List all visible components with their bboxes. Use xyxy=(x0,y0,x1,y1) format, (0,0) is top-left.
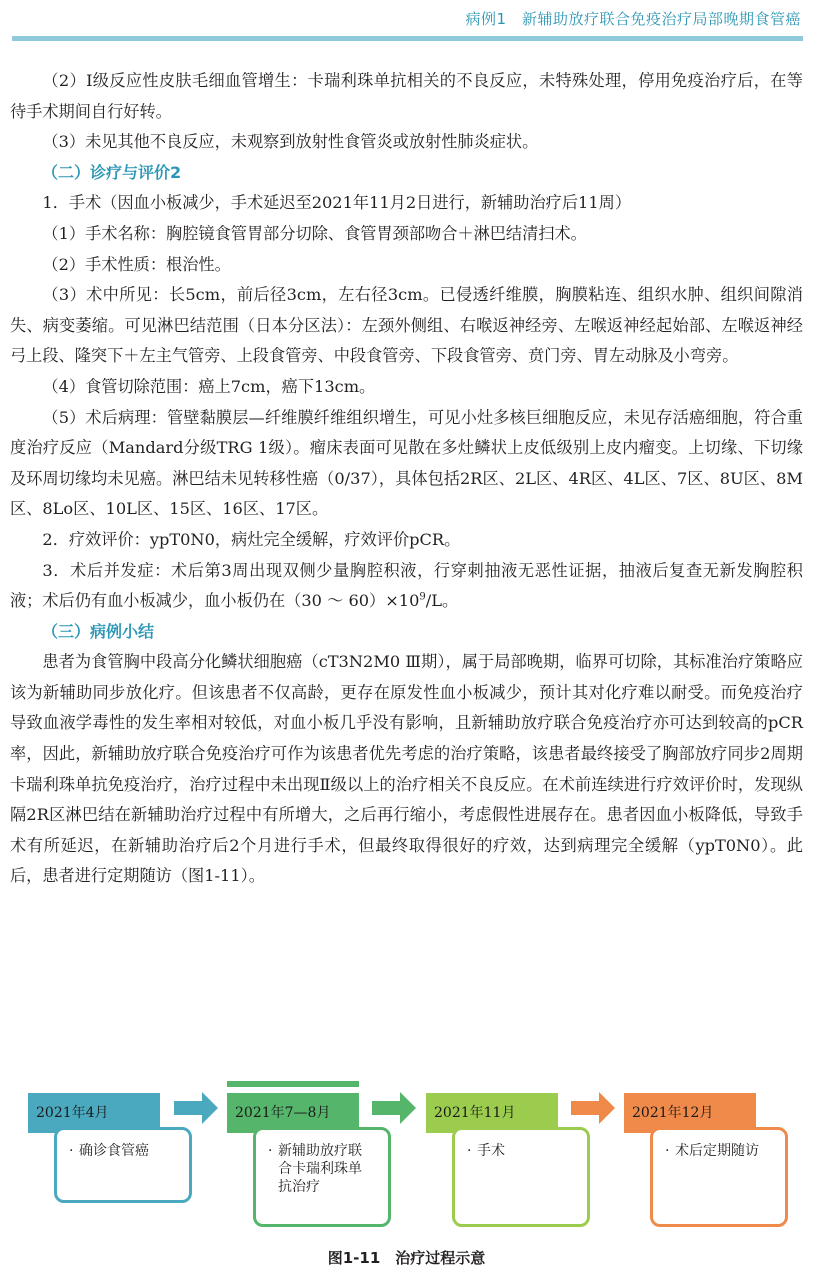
complications-text: 3．术后并发症：术后第3周出现双侧少量胸腔积液，行穿刺抽液无恶性证据，抽液后复查无新发胸腔积液；术后仍有血小板减少，血小板仍在（30 ～ 60）×10 xyxy=(10,560,803,611)
timeline-step-4-date: 2021年12月 xyxy=(624,1093,756,1133)
timeline-step-2-topbar xyxy=(227,1081,359,1087)
timeline-step-3-card xyxy=(452,1127,590,1227)
timeline-step-1-card xyxy=(54,1127,192,1203)
paragraph-surgery: 1．手术（因血小板减少，手术延迟至2021年11月2日进行，新辅助治疗后11周） xyxy=(42,193,632,213)
paragraph-adverse-2: （2）Ⅰ级反应性皮肤毛细血管增生：卡瑞利珠单抗相关的不良反应，未特殊处理，停用免疫治疗后，在等待手术期间自行好转。 xyxy=(10,71,803,121)
timeline-step-2-text: · 新辅助放疗联合卡瑞利珠单抗治疗 xyxy=(278,1142,374,1196)
paragraph-summary: 患者为食管胸中段高分化鳞状细胞癌（cT3N2M0 Ⅲ期），属于局部晚期，临界可切除，其标准治疗策略应该为新辅助同步放化疗。但该患者不仅高龄，更存在原发性血小板减少，预计其对化疗难以耐受。而免疫治疗导致血液学毒性的发生率相对较低，对血小板几乎没有影响，且新辅助放疗联合免疫治疗亦可达到较高的pCR率，因此，新辅助放疗联合免疫治疗可作为该患者优先考虑的治疗策略，该患者最终接受了胸部放疗同步2周期卡瑞利珠单抗免疫治疗，治疗过程中未出现Ⅱ级以上的治疗相关不良反应。在术前连续进行疗效评价时，发现纵隔2R区淋巴结在新辅助治疗过程中有所增大，之后再行缩小，考虑假性进展存在。患者因血小板降低，导致手术有所延迟，在新辅助治疗后2个月进行手术，但最终取得很好的疗效，达到病理完全缓解（ypT0N0）。此后，患者进行定期随访（图1-11）。 xyxy=(10,652,803,886)
paragraph-surgery-nature: （2）手术性质：根治性。 xyxy=(42,254,231,274)
body-text xyxy=(10,66,803,892)
complications-unit: /L。 xyxy=(425,591,459,611)
running-header-title: 病例1 新辅助放疗联合免疫治疗局部晚期食管癌 xyxy=(465,10,801,28)
section-heading-summary: （三）病例小结 xyxy=(42,621,155,641)
timeline-step-2-card xyxy=(253,1127,391,1227)
paragraph-intraop: （3）术中所见：长5cm，前后径3cm，左右径3cm。已侵透纤维膜，胸膜粘连、组织水肿、组织间隙消失、病变萎缩。可见淋巴结范围（日本分区法）：左颈外侧组、右喉返神经旁、左喉返神经起始部、左喉返神经弓上段、隆突下＋左主气管旁、上段食管旁、中段食管旁、下段食管旁、贲门旁、胃左动脉及小弯旁。 xyxy=(10,285,803,366)
paragraph-pathology: （5）术后病理：管壁黏膜层—纤维膜纤维组织增生，可见小灶多核巨细胞反应，未见存活癌细胞，符合重度治疗反应（Mandard分级TRG 1级）。瘤床表面可见散在多灶鳞状上皮低级别上皮内瘤变。上切缘、下切缘及环周切缘均未见癌。淋巴结未见转移性癌（0/37），具体包括2R区、2L区、4R区、4L区、7区、8U区、8M区、8Lo区、10L区、15区、16区、17区。 xyxy=(10,407,803,519)
timeline-step-4-text: · 术后定期随访 xyxy=(675,1142,777,1160)
paragraph-adverse-3: （3）未见其他不良反应，未观察到放射性食管炎或放射性肺炎症状。 xyxy=(42,132,539,152)
timeline-step-1-text: · 确诊食管癌 xyxy=(79,1142,181,1160)
timeline-step-1-date: 2021年4月 xyxy=(28,1093,160,1133)
timeline-step-4-card xyxy=(650,1127,788,1227)
section-heading-diagnosis: （二）诊疗与评价2 xyxy=(42,162,182,182)
timeline-step-3-date: 2021年11月 xyxy=(426,1093,558,1133)
arrow-icon xyxy=(372,1092,418,1124)
paragraph-surgery-name: （1）手术名称：胸腔镜食管胃部分切除、食管胃颈部吻合＋淋巴结清扫术。 xyxy=(42,223,587,243)
timeline-step-3-text: · 手术 xyxy=(477,1142,579,1160)
header-rule xyxy=(12,36,803,41)
arrow-icon xyxy=(174,1092,220,1124)
page-header xyxy=(0,0,813,50)
paragraph-complications xyxy=(10,556,803,617)
figure-caption: 图1-11 治疗过程示意 xyxy=(327,1249,486,1267)
paragraph-efficacy: 2．疗效评价：ypT0N0，病灶完全缓解，疗效评价pCR。 xyxy=(42,529,461,549)
timeline-step-2-date: 2021年7—8月 xyxy=(227,1093,359,1133)
paragraph-resection: （4）食管切除范围：癌上7cm，癌下13cm。 xyxy=(42,376,376,396)
arrow-icon xyxy=(571,1092,617,1124)
exponent: 9 xyxy=(419,591,426,603)
